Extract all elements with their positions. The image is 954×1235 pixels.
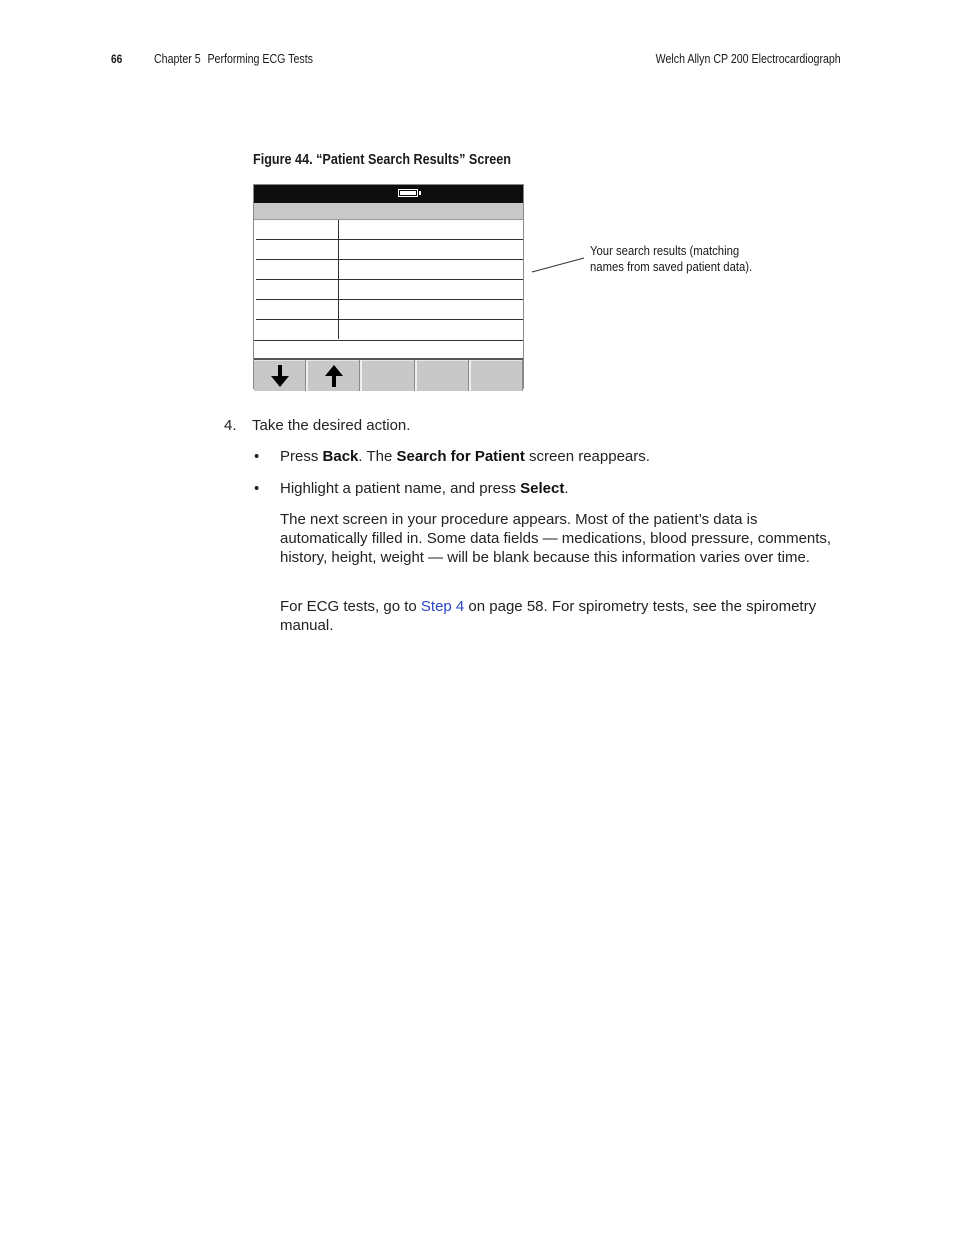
softkey-down[interactable] bbox=[254, 360, 308, 391]
paragraph-text: For ECG tests, go to bbox=[280, 598, 421, 615]
bullet-text: screen reappears. bbox=[524, 448, 650, 465]
list-item[interactable] bbox=[256, 300, 523, 320]
select-keyword: Select bbox=[520, 480, 565, 497]
arrow-up-icon bbox=[325, 365, 343, 387]
paragraph-ecg-tests bbox=[280, 597, 845, 635]
arrow-down-icon bbox=[271, 365, 289, 387]
callout-leader-line bbox=[530, 255, 586, 275]
bullet-back bbox=[280, 447, 840, 466]
softkey-4[interactable] bbox=[417, 360, 471, 391]
chapter-title: Performing ECG Tests bbox=[207, 52, 313, 66]
step-text: Take the desired action. bbox=[252, 417, 411, 434]
step-number: 4. bbox=[224, 417, 237, 434]
patient-search-results-screen bbox=[253, 184, 524, 389]
chapter-heading bbox=[154, 52, 313, 66]
list-item[interactable] bbox=[256, 320, 523, 340]
list-item[interactable] bbox=[256, 240, 523, 260]
bullet-marker: • bbox=[254, 448, 260, 465]
callout-line-2: names from saved patient data). bbox=[590, 259, 753, 274]
bullet-text: . The bbox=[358, 448, 397, 465]
callout-text bbox=[590, 243, 752, 275]
list-item[interactable] bbox=[256, 280, 523, 300]
bullet-text: Highlight a patient name, and press bbox=[280, 480, 521, 497]
battery-icon bbox=[398, 189, 418, 197]
screen-title-bar bbox=[254, 203, 523, 220]
softkey-up[interactable] bbox=[308, 360, 362, 391]
search-for-patient-keyword: Search for Patient bbox=[396, 448, 525, 465]
paragraph-text: on page 58. For spirometry tests, see the spirometry manual. bbox=[280, 598, 817, 634]
product-name: Welch Allyn CP 200 Electrocardiograph bbox=[655, 52, 841, 66]
list-item[interactable] bbox=[256, 220, 523, 240]
bullet-text: Press bbox=[280, 448, 323, 465]
search-results-list bbox=[256, 220, 523, 339]
chapter-label: Chapter 5 bbox=[154, 52, 201, 66]
list-item[interactable] bbox=[256, 260, 523, 280]
figure-caption: Figure 44. “Patient Search Results” Screen bbox=[253, 152, 512, 168]
step-4-link[interactable]: Step 4 bbox=[420, 598, 465, 615]
softkey-5[interactable] bbox=[471, 360, 523, 391]
bullet-marker: • bbox=[254, 480, 260, 497]
list-bottom-divider bbox=[254, 340, 523, 341]
paragraph-next-screen: The next screen in your procedure appears. Most of the patient’s data is automatically filled in. Some data fields — medications, blood pressure, comments, history, height, weight — will be blank because this information varies over time. bbox=[280, 511, 832, 566]
softkey-bar bbox=[254, 358, 523, 391]
softkey-3[interactable] bbox=[362, 360, 416, 391]
bullet-select bbox=[280, 479, 840, 498]
callout-line-1: Your search results (matching bbox=[590, 243, 740, 258]
page-number: 66 bbox=[111, 52, 123, 66]
screen-status-bar bbox=[254, 185, 523, 203]
bullet-text: . bbox=[564, 480, 569, 497]
back-keyword: Back bbox=[322, 448, 359, 465]
